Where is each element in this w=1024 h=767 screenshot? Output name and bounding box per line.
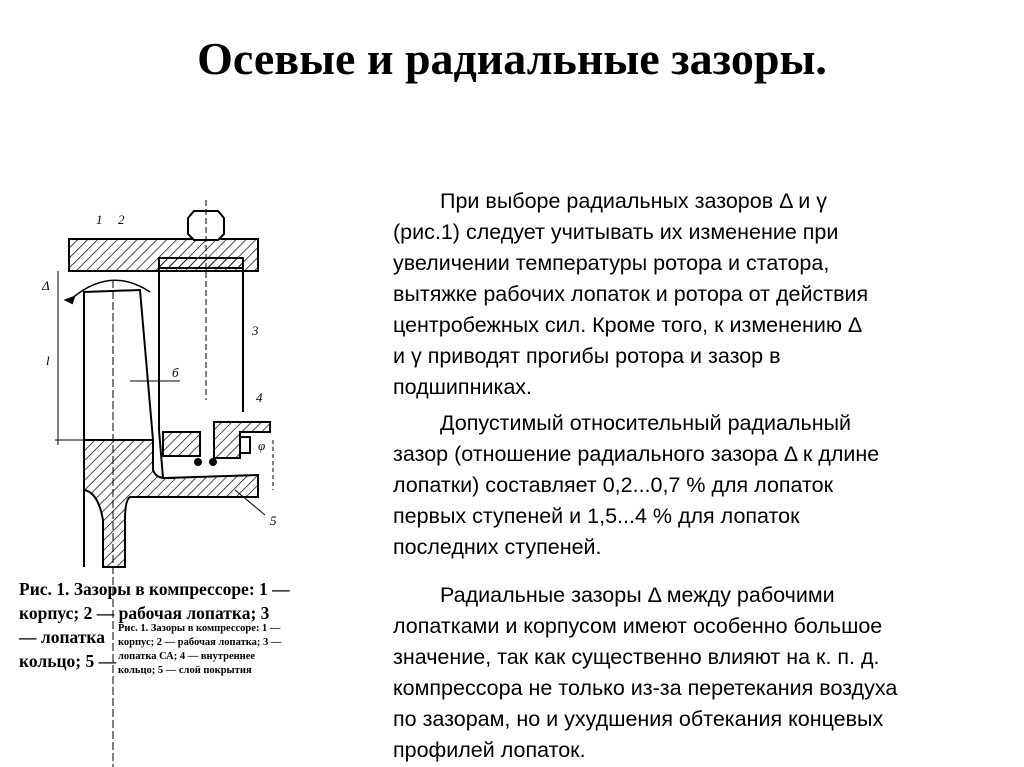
text-line: подшипниках. <box>393 375 533 399</box>
figure-caption-small <box>118 622 281 678</box>
text-line: вытяжке рабочих лопаток и ротора от действия <box>393 282 869 306</box>
text-line: увеличении температуры ротора и статора, <box>393 251 830 275</box>
label-4: 4 <box>256 390 263 405</box>
rotor-hub <box>84 440 258 567</box>
text-line: Допустимый относительный радиальный <box>440 411 852 435</box>
caption-line: кольцо; 5 — слой покрытия <box>118 665 252 676</box>
text-line: компрессора не только из-за перетекания воздуха <box>393 676 898 700</box>
caption-line: корпус; 2 — рабочая лопатка; 3 <box>19 603 270 623</box>
label-3: 3 <box>252 323 259 338</box>
text-line: профилей лопаток. <box>393 738 586 762</box>
caption-line: кольцо; 5 — <box>19 651 117 671</box>
text-line: Радиальные зазоры Δ между рабочими <box>440 583 835 607</box>
text-line: центробежных сил. Кроме того, к изменению Δ <box>393 313 863 337</box>
text-line: При выборе радиальных зазоров Δ и γ <box>440 189 827 213</box>
text-line: значение, так как существенно влияют на к. п. д. <box>393 645 880 669</box>
caption-line: лопатка СА; 4 — внутреннее <box>118 651 256 662</box>
nut <box>188 211 224 240</box>
text-line: по зазорам, но и ухудшения обтекания концевых <box>393 707 884 731</box>
label-phi: φ <box>258 438 266 453</box>
text-line: первых ступеней и 1,5...4 % для лопаток <box>393 504 800 528</box>
text-line: лопатки) составляет 0,2...0,7 % для лопаток <box>393 473 834 497</box>
text-line: и γ приводят прогибы ротора и зазор в <box>393 344 781 368</box>
label-delta: Δ <box>42 278 50 293</box>
label-l: l <box>46 353 50 368</box>
label-b: б <box>172 365 179 380</box>
label-2: 2 <box>118 212 125 227</box>
text-line: лопатками и корпусом имеют особенно большое <box>393 614 883 638</box>
paragraph-1 <box>393 186 993 403</box>
caption-line: — лопатка <box>19 627 105 647</box>
rotor-blade <box>84 290 153 440</box>
text-line: последних ступеней. <box>393 535 602 559</box>
paragraph-2 <box>393 408 993 563</box>
paragraph-3 <box>393 580 993 766</box>
slide-title: Осевые и радиальные зазоры. <box>197 33 827 84</box>
text-line: зазор (отношение радиального зазора Δ к длине <box>393 442 880 466</box>
label-5: 5 <box>270 513 277 528</box>
caption-line: корпус; 2 — рабочая лопатка; 3 — <box>118 637 282 648</box>
inner-ring <box>163 432 200 456</box>
text-line: (рис.1) следует учитывать их изменение при <box>393 220 839 244</box>
caption-line: Рис. 1. Зазоры в компрессоре: 1 — <box>118 623 281 634</box>
caption-line: Рис. 1. Зазоры в компрессоре: 1 — <box>19 579 290 599</box>
label-1: 1 <box>96 212 103 227</box>
